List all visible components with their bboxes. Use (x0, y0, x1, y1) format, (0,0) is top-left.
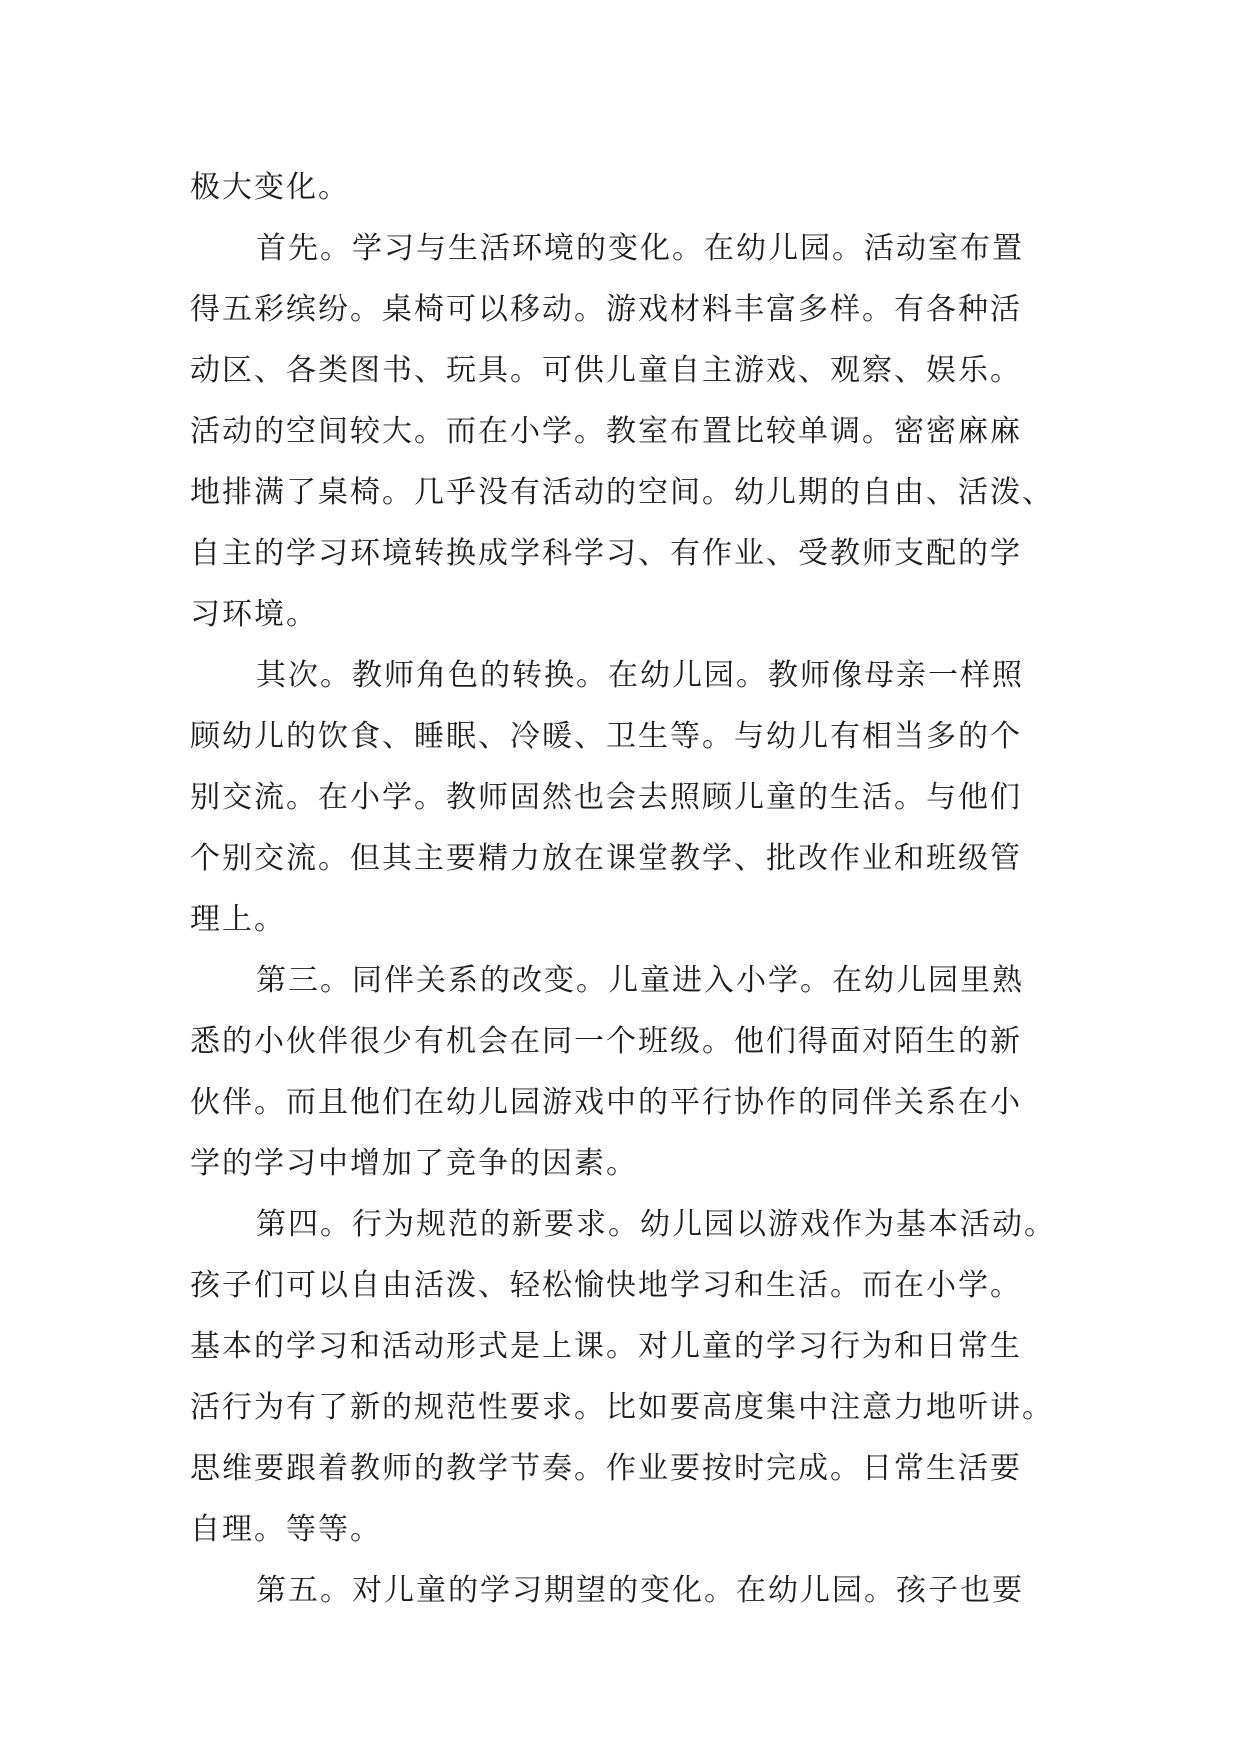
text-line: 第三。同伴关系的改变。儿童进入小学。在幼儿园里熟 (256, 963, 1024, 998)
text-line: 顾幼儿的饮食、睡眠、冷暖、卫生等。与幼儿有相当多的个 (190, 719, 1022, 754)
text-line: 孩子们可以自由活泼、轻松愉快地学习和生活。而在小学。 (190, 1268, 1022, 1303)
text-line: 第四。行为规范的新要求。幼儿园以游戏作为基本活动。 (256, 1207, 1056, 1242)
text-line: 个别交流。但其主要精力放在课堂教学、批改作业和班级管 (190, 841, 1022, 876)
text-line: 活行为有了新的规范性要求。比如要高度集中注意力地听讲。 (190, 1390, 1054, 1425)
text-line: 习环境。 (190, 597, 318, 632)
paragraph-peer-relationship (190, 950, 1070, 1194)
paragraph-behavior-norms (190, 1194, 1070, 1560)
paragraph-learning-environment (190, 218, 1070, 645)
text-line: 学的学习中增加了竞争的因素。 (190, 1146, 638, 1181)
text-line: 动区、各类图书、玩具。可供儿童自主游戏、观察、娱乐。 (190, 353, 1022, 388)
text-line: 基本的学习和活动形式是上课。对儿童的学习行为和日常生 (190, 1329, 1022, 1364)
paragraph-learning-expectation (190, 1560, 1070, 1621)
text-line: 理上。 (190, 902, 286, 937)
text-line: 悉的小伙伴很少有机会在同一个班级。他们得面对陌生的新 (190, 1024, 1022, 1059)
text-line: 地排满了桌椅。几乎没有活动的空间。幼儿期的自由、活泼、 (190, 475, 1054, 510)
text-line: 首先。学习与生活环境的变化。在幼儿园。活动室布置 (256, 231, 1024, 266)
text-line: 自理。等等。 (190, 1512, 382, 1547)
text-line: 其次。教师角色的转换。在幼儿园。教师像母亲一样照 (256, 658, 1024, 693)
paragraph-teacher-role (190, 645, 1070, 950)
text-line: 自主的学习环境转换成学科学习、有作业、受教师支配的学 (190, 536, 1022, 571)
text-line: 思维要跟着教师的教学节奏。作业要按时完成。日常生活要 (190, 1451, 1022, 1486)
text-line: 得五彩缤纷。桌椅可以移动。游戏材料丰富多样。有各种活 (190, 292, 1022, 327)
paragraph-continuation (190, 157, 1070, 218)
text-line: 极大变化。 (190, 170, 350, 205)
text-line: 伙伴。而且他们在幼儿园游戏中的平行协作的同伴关系在小 (190, 1085, 1022, 1120)
text-line: 活动的空间较大。而在小学。教室布置比较单调。密密麻麻 (190, 414, 1022, 449)
text-line: 第五。对儿童的学习期望的变化。在幼儿园。孩子也要 (256, 1573, 1024, 1608)
text-line: 别交流。在小学。教师固然也会去照顾儿童的生活。与他们 (190, 780, 1022, 815)
body-text (190, 157, 1070, 1621)
